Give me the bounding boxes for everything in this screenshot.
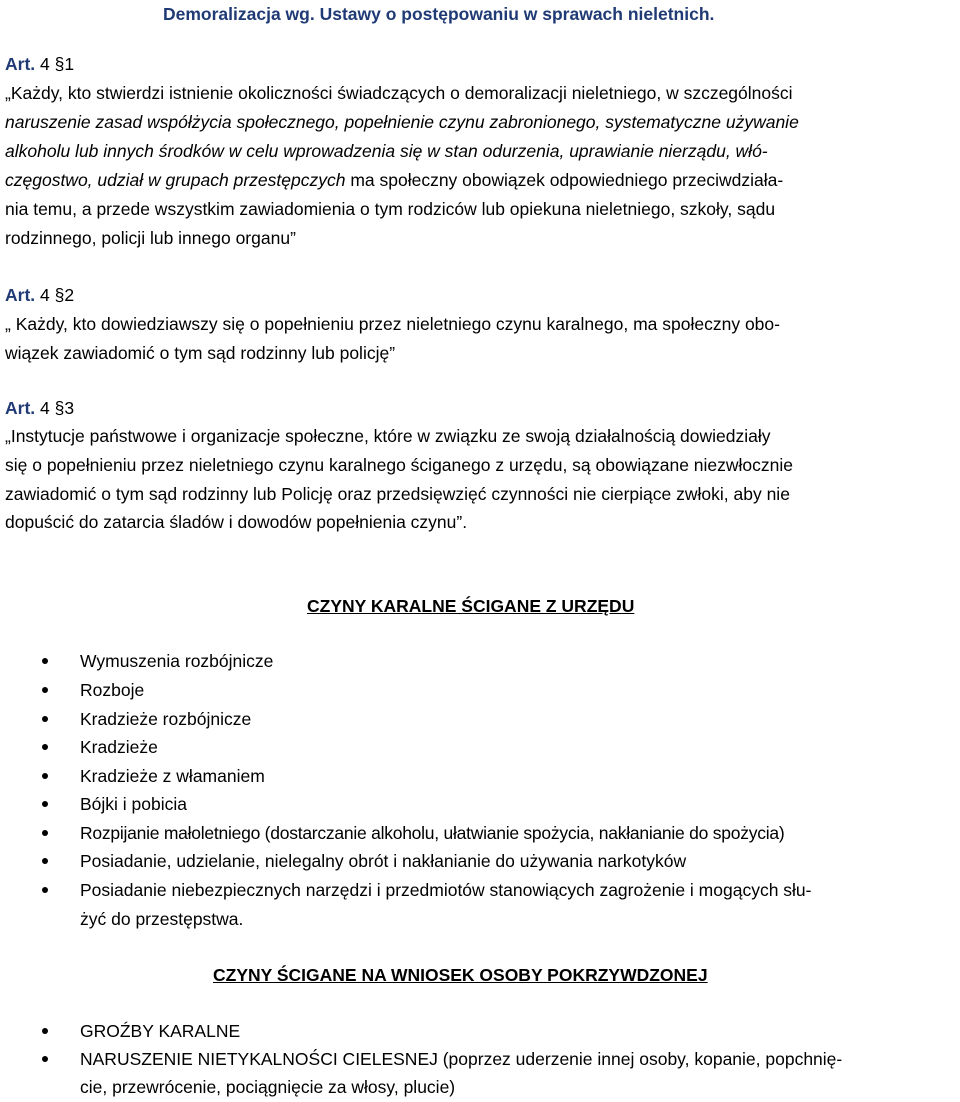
art-4-1-header	[5, 50, 74, 79]
art-number: 4 §1	[40, 54, 75, 74]
art-4-2-header	[5, 281, 74, 310]
list-item: Wymuszenia rozbójnicze	[80, 651, 274, 671]
list-item: Kradzieże	[80, 737, 158, 757]
section-heading-official: CZYNY KARALNE ŚCIGANE Z URZĘDU	[307, 596, 635, 616]
art-label: Art.	[5, 398, 36, 418]
list-item: Kradzieże rozbójnicze	[80, 709, 252, 729]
list-item: Bójki i pobicia	[80, 794, 187, 814]
art-4-2-line-1: „ Każdy, kto dowiedziawszy się o popełnieniu przez nieletniego czynu karalnego, ma społeczny obo-	[5, 314, 780, 334]
art-4-1-line-4-italic: częgostwo, udział w grupach przestępczych	[5, 170, 346, 190]
art-4-3-line-1: „Instytucje państwowe i organizacje społeczne, które w związku ze swoją działalnością dowiedziały	[5, 426, 771, 446]
bullet-icon	[42, 744, 48, 750]
document-title: Demoralizacja wg. Ustawy o postępowaniu w sprawach nieletnich.	[163, 4, 715, 24]
list-item: NARUSZENIE NIETYKALNOŚCI CIELESNEJ (poprzez uderzenie innej osoby, kopanie, popchnię-	[80, 1049, 843, 1069]
art-4-3-line-4: dopuścić do zatarcia śladów i dowodów popełnienia czynu”.	[5, 512, 468, 532]
art-4-1-line-1: „Każdy, kto stwierdzi istnienie okoliczności świadczących o demoralizacji nieletniego, w szczególności	[5, 83, 793, 103]
bullet-icon	[42, 1056, 48, 1062]
art-4-1-line-4	[5, 166, 783, 195]
bullet-icon	[42, 858, 48, 864]
art-4-3-line-2: się o popełnieniu przez nieletniego czynu karalnego ściganego z urzędu, są obowiązane niezwłocznie	[5, 455, 794, 475]
art-4-1-line-3: alkoholu lub innych środków w celu wprowadzenia się w stan odurzenia, uprawianie nierządu, włó-	[5, 141, 768, 161]
art-4-3-line-3: zawiadomić o tym sąd rodzinny lub Policję oraz przedsięwzięć czynności nie cierpiące zwłoki, aby nie	[5, 484, 790, 504]
section-heading-on-request: CZYNY ŚCIGANE NA WNIOSEK OSOBY POKRZYWDZONEJ	[213, 965, 708, 985]
art-4-3-header	[5, 394, 74, 423]
list-item: Kradzieże z włamaniem	[80, 766, 265, 786]
art-4-1-line-6: rodzinnego, policji lub innego organu”	[5, 228, 296, 248]
bullet-icon	[42, 716, 48, 722]
bullet-icon	[42, 687, 48, 693]
list-item: Rozboje	[80, 680, 145, 700]
bullet-icon	[42, 658, 48, 664]
list-item: Posiadanie, udzielanie, nielegalny obrót i nakłanianie do używania narkotyków	[80, 851, 687, 871]
art-4-1-line-2: naruszenie zasad współżycia społecznego, popełnienie czynu zabronionego, systematyczne używanie	[5, 112, 799, 132]
list-item: GROŹBY KARALNE	[80, 1021, 241, 1041]
art-4-1-line-5: nia temu, a przede wszystkim zawiadomienia o tym rodziców lub opiekuna nieletniego, szkoły, sądu	[5, 199, 776, 219]
list-item: Posiadanie niebezpiecznych narzędzi i przedmiotów stanowiących zagrożenie i mogących słu-	[80, 880, 812, 900]
list-item-continuation: cie, przewrócenie, pociągnięcie za włosy, plucie)	[80, 1077, 456, 1097]
art-4-2-line-2: wiązek zawiadomić o tym sąd rodzinny lub policję”	[5, 343, 396, 363]
art-label: Art.	[5, 54, 36, 74]
art-number: 4 §3	[40, 398, 75, 418]
art-label: Art.	[5, 285, 36, 305]
art-4-1-line-4-rest: ma społeczny obowiązek odpowiedniego przeciwdziała-	[345, 170, 784, 190]
bullet-icon	[42, 887, 48, 893]
list-item: Rozpijanie małoletniego (dostarczanie alkoholu, ułatwianie spożycia, nakłanianie do spożycia)	[80, 823, 785, 843]
bullet-icon	[42, 773, 48, 779]
art-number: 4 §2	[40, 285, 75, 305]
bullet-icon	[42, 801, 48, 807]
bullet-icon	[42, 830, 48, 836]
bullet-icon	[42, 1028, 48, 1034]
list-item-continuation: żyć do przestępstwa.	[80, 909, 244, 929]
